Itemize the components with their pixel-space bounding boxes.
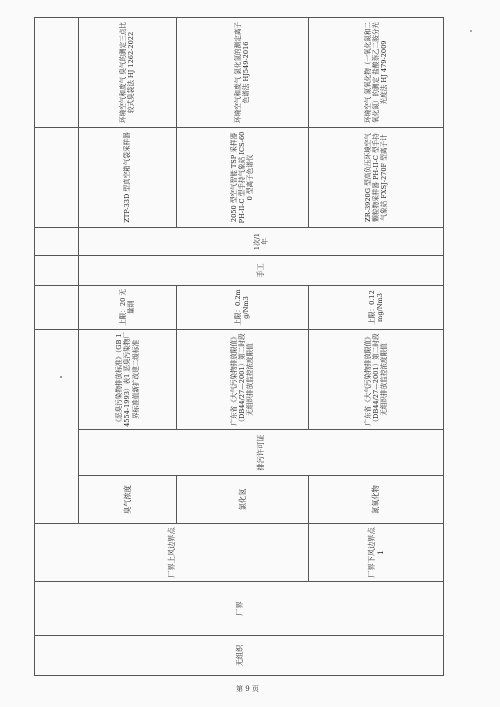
- cell-method-nox: 环境空气 氮氧化物（一氧化氮和二氧化氮）的测定 盐酸萘乙二胺分光光度法 HJ 479-2009: [308, 17, 443, 127]
- monitoring-plan-table: [34, 18, 444, 676]
- cell-nox: 氮氧化物: [308, 476, 443, 524]
- cell-freq: 1次/1年: [78, 227, 443, 255]
- scan-speck: [60, 376, 62, 378]
- cell-eq-odor: ZTP-33D 型真空箱气袋采样器: [78, 127, 176, 227]
- cell-hcl: 氯化氢: [176, 476, 308, 524]
- cell-std-odor: 《恶臭污染物排放标准》（GB 14554-1993）表1 恶臭污染物厂界标准值新扩改建二级标准: [78, 329, 176, 429]
- cell-blank-1: [35, 329, 79, 523]
- cell-eq-nox: ZR-3920G 型高负压环境空气颗粒物采样器 PH-II-C 型手持气象站 FXSJ-270F 型离子计: [308, 127, 443, 227]
- cell-lim-nox: 上限：0.12mg/Nm3: [308, 285, 443, 329]
- cell-method-hcl: 环境空气和废气 氯化氢的测定离子色谱法 HJ549-2016: [176, 17, 308, 127]
- cell-unit: 厂界: [35, 582, 444, 636]
- cell-std-nox: 广东省《大气污染物排放限值》（DB44/27—2001）第二时段无组织排放监控浓度限值: [308, 329, 443, 429]
- cell-point-upwind: 厂界上风边界点: [35, 524, 309, 582]
- cell-method-odor: 环境空气和废气 臭气的测定三点比较式臭袋法 HJ 1262-2022: [78, 17, 176, 127]
- cell-permit: 排污许可证: [78, 430, 443, 476]
- cell-point-downwind: 厂界下风边界点1: [308, 524, 443, 582]
- cell-blank-5: [35, 127, 79, 227]
- cell-odor: 臭气浓度: [78, 476, 176, 524]
- scan-speck: [470, 30, 472, 32]
- cell-eq-hcl: 2050 型空气智能 TSP 采样器 PH-II-C 型手持气象站 ICS-600 型离子色谱仪: [176, 127, 308, 227]
- cell-blank-4: [35, 227, 79, 255]
- cell-std-hcl: 广东省《大气污染物排放限值》（DB44/27—2001）第二时段无组织排放监控浓度限值: [176, 329, 308, 429]
- cell-category: 无组织: [35, 636, 444, 676]
- cell-blank-3: [35, 255, 79, 285]
- cell-lim-hcl: 上限：0.2mg/Nm3: [176, 285, 308, 329]
- cell-blank-2: [35, 285, 79, 329]
- cell-lim-odor: 上限：20 无量纲: [78, 285, 176, 329]
- cell-manual: 手工: [78, 255, 443, 285]
- cell-blank-6: [35, 17, 79, 127]
- page-number: 第 9 页: [236, 685, 259, 693]
